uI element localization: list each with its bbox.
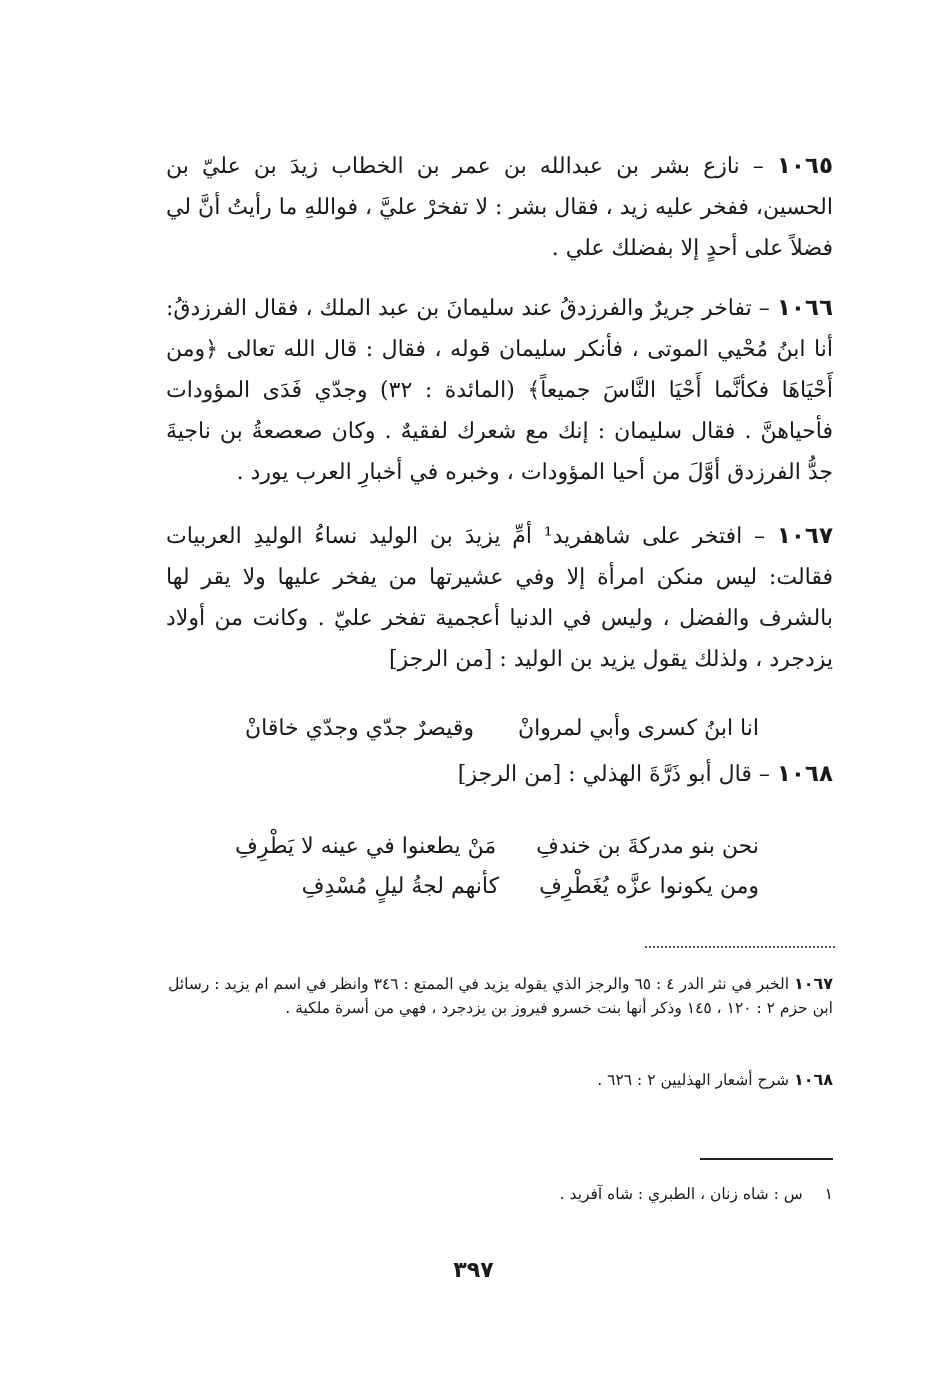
entry-text: – افتخر على شاهفريد¹ أمِّ يزيدَ بن الوليد نساءُ الوليدِ العربيات فقالت: ليس منكن امرأة إلا وفي عشيرتها من يفخر عليها ولا يقر لها بالشرف والفضل ، وليس في الدنيا أعجمية تفخر عليّ . وكانت من أولاد يزدجرد ، ولذلك يقول يزيد بن الوليد : [من الرجز] [166, 524, 833, 672]
entry-number: ١٠٦٨ [776, 761, 833, 787]
verse-hemistich-right: نحن بنو مدركةَ بن خندفِ [536, 834, 759, 859]
verse-hemistich-left: وقيصرٌ جدّي وجدّي خاقانْ [244, 716, 474, 741]
note-text: شرح أشعار الهذليين ٢ : ٦٢٦ . [597, 1071, 794, 1089]
footnote-text: س : شاه زنان ، الطبري : شاه آفريد . [559, 1185, 803, 1203]
verse-line [245, 708, 759, 750]
entry-1068 [166, 754, 833, 795]
verse-hemistich-right: انا ابنُ كسرى وأبي لمروانْ [517, 716, 759, 741]
entry-text: – قال أبو ذَرَّةَ الهذلي : [من الرجز] [457, 762, 777, 787]
entry-text: – تفاخر جريرٌ والفرزدقُ عند سليمانَ بن عبد الملك ، فقال الفرزدقُ: أنا ابنُ مُحْيي الموتى ، فأنكر سليمان قوله ، فقال : قال الله تعالى ﴿ومن أَحْيَاهَا فكأنَّما أَحْيَا النَّاسَ جميعاً﴾ (المائدة : ٣٢) وجدّي فَدَى المؤودات فأحياهنَّ . فقال سليمان : إنك مع شعرك لفقيهٌ . وكان صعصعةُ بن ناجيةَ جدُّ الفرزدق أوَّلَ من أحيا المؤودات ، وخبره في أخبارِ العرب يورد . [166, 296, 834, 485]
dotted-separator [645, 946, 835, 948]
entry-1067 [166, 516, 833, 680]
note-1068 [166, 1068, 833, 1092]
verse-line [302, 866, 759, 908]
footnote-mark: ١ [824, 1185, 833, 1203]
note-number: ١٠٦٨ [793, 1070, 833, 1089]
entry-1066 [166, 288, 833, 493]
verse-hemistich-left: مَنْ يطعنوا في عينه لا يَطْرِفِ [235, 834, 497, 859]
note-number: ١٠٦٧ [793, 974, 833, 993]
entry-number: ١٠٦٥ [776, 153, 833, 179]
page-number: ٣٩٧ [453, 1258, 494, 1283]
note-text: الخبر في نثر الدر ٤ : ٦٥ والرجز الذي يقوله يزيد في الممتع : ٣٤٦ وانظر في اسم ام يزيد : رسائل ابن حزم ٢ : ١٢٠ ، ١٤٥ وذكر أنها بنت خسرو فيروز بن يزدجرد ، فهي من أسرة ملكية . [168, 975, 833, 1017]
entry-text: – نازع بشر بن عبدالله بن عمر بن الخطاب زيدَ بن عليّ بن الحسين، ففخر عليه زيد ، فقال بشر : لا تفخرْ عليَّ ، فواللهِ ما رأيتُ أنَّ لي فضلاً على أحدٍ إلا بفضلك علي . [166, 154, 833, 261]
verse-line [235, 826, 759, 868]
note-1067 [166, 972, 833, 1020]
footnote [560, 1182, 833, 1206]
verse-hemistich-right: ومن يكونوا عزَّه يُغَطْرِفِ [539, 874, 759, 899]
verse-hemistich-left: كأنهم لجةُ ليلٍ مُسْدِفِ [301, 874, 500, 899]
entry-number: ١٠٦٦ [776, 295, 833, 321]
footnote-rule [700, 1158, 833, 1160]
entry-number: ١٠٦٧ [776, 523, 833, 549]
entry-1065 [166, 146, 833, 269]
